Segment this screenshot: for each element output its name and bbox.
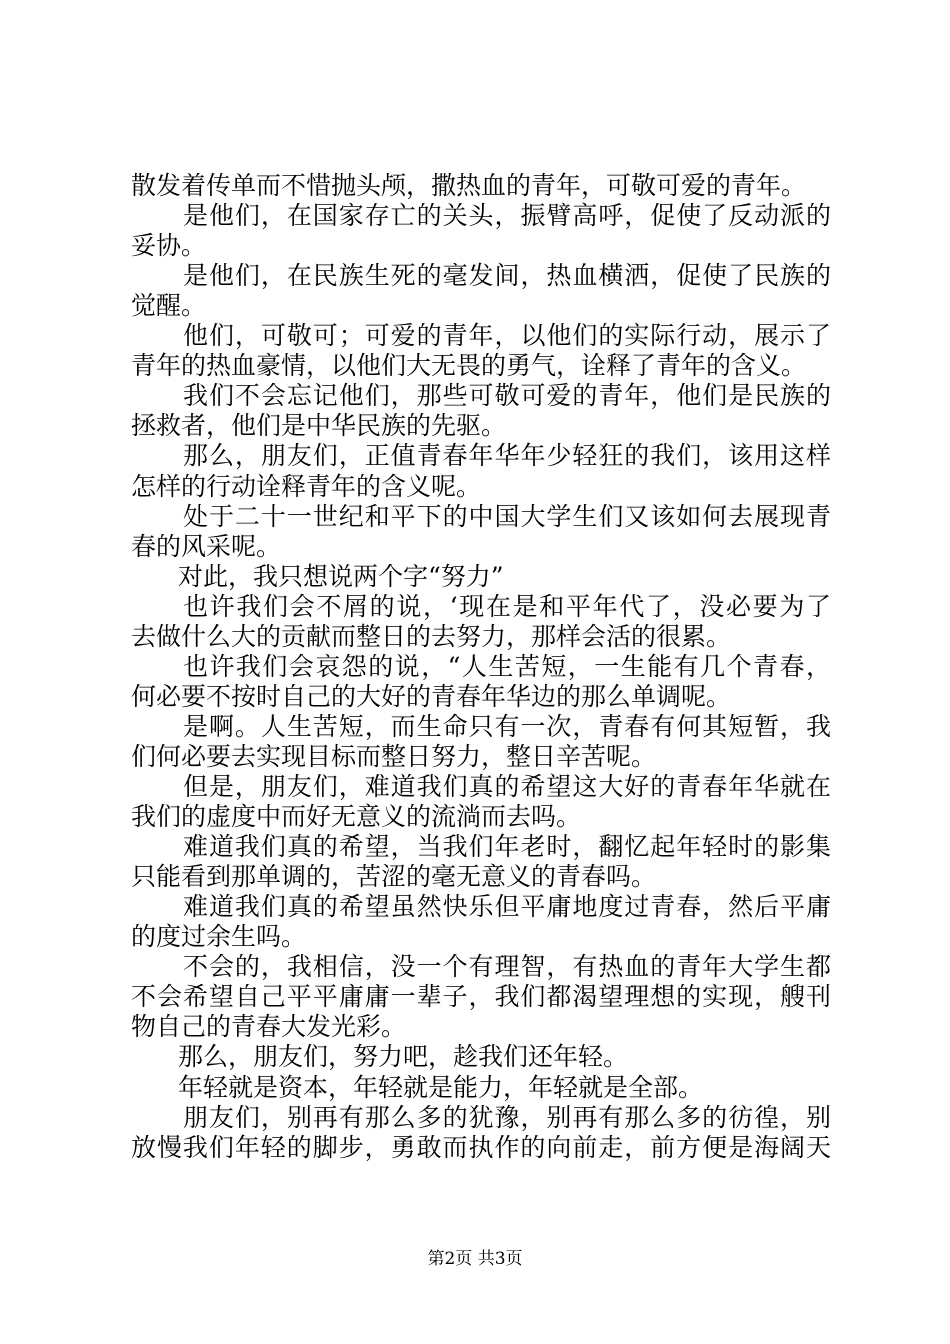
- text-line: 是啊。人生苦短，而生命只有一次，青春有何其短暂，我: [183, 711, 831, 741]
- page-footer: 第2页 共3页: [427, 1249, 523, 1269]
- text-line: 们何必要去实现目标而整日努力，整日辛苦呢。: [131, 741, 657, 771]
- text-line: 不会希望自己平平庸庸一辈子，我们都渴望理想的实现，艘刊: [131, 982, 831, 1012]
- text-line: 觉醒。: [131, 291, 207, 321]
- text-line: 是他们，在民族生死的毫发间，热血横洒，促使了民族的: [183, 261, 831, 291]
- text-line: 是他们，在国家存亡的关头，振臂高呼，促使了反动派的: [183, 201, 831, 231]
- text-line: 那么，朋友们，努力吧，趁我们还年轻。: [178, 1042, 629, 1072]
- text-line: 拯救者，他们是中华民族的先驱。: [131, 411, 507, 441]
- text-line: 我们不会忘记他们，那些可敬可爱的青年，他们是民族的: [183, 381, 831, 411]
- text-line: 年轻就是资本，年轻就是能力，年轻就是全部。: [178, 1072, 704, 1102]
- text-line: 春的风采呢。: [131, 531, 282, 561]
- text-line: 放慢我们年轻的脚步，勇敢而执作的向前走，前方便是海阔天: [131, 1132, 831, 1162]
- text-line: 妥协。: [131, 231, 207, 261]
- text-line: 我们的虚度中而好无意义的流淌而去吗。: [131, 802, 582, 832]
- text-line: 难道我们真的希望，当我们年老时，翻忆起年轻时的影集: [183, 832, 831, 862]
- text-line: 怎样的行动诠释青年的含义呢。: [131, 471, 482, 501]
- text-line: 但是，朋友们，难道我们真的希望这大好的青春年华就在: [183, 772, 831, 801]
- text-line: 处于二十一世纪和平下的中国大学生们又该如何去展现青: [183, 501, 831, 531]
- text-line: 他们，可敬可；可爱的青年，以他们的实际行动，展示了: [183, 321, 831, 351]
- text-line: 的度过余生吗。: [131, 922, 307, 952]
- text-line: 去做什么大的贡献而整日的去努力，那样会活的很累。: [131, 621, 732, 651]
- text-line: 只能看到那单调的，苦涩的毫无意义的青春吗。: [131, 862, 657, 892]
- text-line: 青年的热血豪情，以他们大无畏的勇气，诠释了青年的含义。: [131, 351, 807, 381]
- text-line: 对此，我只想说两个字“努力”: [178, 561, 504, 591]
- text-line: 物自己的青春大发光彩。: [131, 1012, 407, 1042]
- text-line: 那么，朋友们，正值青春年华年少轻狂的我们，该用这样: [183, 441, 831, 471]
- text-line: 朋友们，别再有那么多的犹豫，别再有那么多的彷徨，别: [183, 1102, 831, 1132]
- text-line: 不会的，我相信，没一个有理智，有热血的青年大学生都: [183, 952, 831, 982]
- text-line: 也许我们会哀怨的说，“人生苦短，一生能有几个青春，: [183, 651, 831, 681]
- text-line: 也许我们会不屑的说，‘现在是和平年代了，没必要为了: [183, 591, 831, 621]
- text-line: 难道我们真的希望虽然快乐但平庸地度过青春，然后平庸: [183, 892, 831, 922]
- text-line: 何必要不按时自己的大好的青春年华边的那么单调呢。: [131, 681, 732, 711]
- text-line: 散发着传单而不惜抛头颅，撒热血的青年，可敬可爱的青年。: [131, 171, 807, 200]
